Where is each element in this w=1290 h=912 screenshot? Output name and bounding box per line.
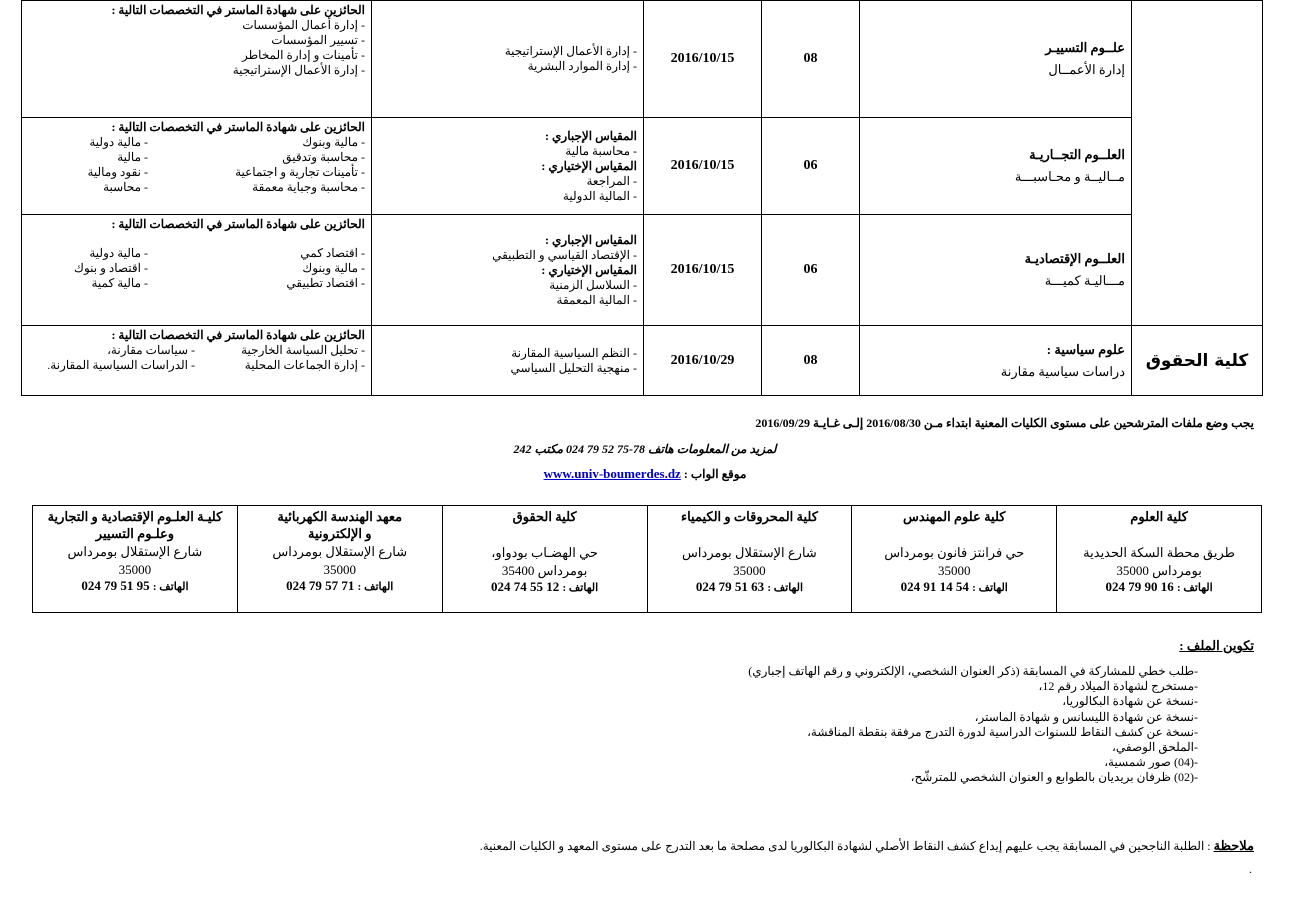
seats-cell: 08: [762, 1, 860, 118]
phone-line: الهاتف : 54 14 91 024: [900, 579, 1008, 594]
faculty-name: كليـة العلـوم الإقتصادية و التجارية: [47, 509, 223, 524]
address-cell: [33, 506, 238, 613]
website-link[interactable]: www.univ-boumerdes.dz: [543, 466, 681, 481]
subject-item: - المالية المعمقة: [556, 292, 637, 307]
faculty-cell-empty: [1132, 1, 1263, 326]
exam-date-cell: 2016/10/29: [644, 326, 762, 396]
subject-item: - منهجية التحليل السياسي: [510, 360, 637, 375]
eligible-item: - اقتصاد كمي: [300, 246, 365, 260]
faculty-name: كلية علوم المهندس: [903, 509, 1006, 524]
eligible-item: - سياسات مقارنة،: [107, 343, 195, 357]
subject-item: - الإقتصاد القياسي و التطبيقي: [492, 247, 637, 262]
address-cell: [1057, 506, 1262, 613]
phone-line: الهاتف : 12 55 74 024: [491, 579, 599, 594]
eligible-item: - إدارة الجماعات المحلية: [244, 358, 365, 372]
list-item: -طلب خطي للمشاركة في المسابقة (ذكر العنوان الشخصي، الإلكتروني و رقم الهاتف إجباري): [748, 664, 1198, 678]
note-paragraph: [480, 838, 1254, 854]
mandatory-label: المقياس الإجباري :: [545, 128, 637, 143]
eligible-item: - محاسبة وجباية معمقة: [252, 180, 365, 194]
table-row: [22, 326, 1263, 396]
eligible-item: - مالية وبنوك: [302, 135, 365, 149]
specialties-table: [21, 0, 1263, 396]
specialty-subtitle: دراسات سياسية مقارنة: [1000, 363, 1125, 379]
exam-date-cell: 2016/10/15: [644, 215, 762, 326]
faculty-name: كلية المحروقات و الكيمياء: [680, 509, 818, 524]
list-item: -نسخة عن شهادة البكالوريا،: [1062, 694, 1198, 709]
website-label: موقع الواب :: [683, 467, 747, 481]
address-cell: [647, 506, 852, 613]
eligible-item: - تسيير المؤسسات: [271, 33, 365, 47]
specialty-cell: [860, 326, 1132, 396]
eligible-title: الحائزين على شهادة الماستر في التخصصات التالية :: [111, 120, 365, 134]
subject-item: - المراجعة: [586, 173, 637, 188]
subjects-cell: [372, 118, 644, 215]
table-row: [22, 215, 1263, 326]
eligible-item: - تأمينات و إدارة المخاطر: [241, 48, 365, 62]
address-cell: [237, 506, 442, 613]
address-line: حي الهضـاب بودواو،: [491, 545, 598, 560]
eligible-cell: [22, 326, 372, 396]
address-line: شارع الإستقلال بومرداس: [682, 545, 817, 560]
address-line: حي فرانتز فانون بومرداس: [884, 545, 1025, 560]
faculty-name: كلية الحقوق: [512, 509, 577, 524]
address-line: 35000: [733, 563, 766, 578]
mandatory-label: المقياس الإجباري :: [545, 232, 637, 247]
subject-item: - محاسبة مالية: [565, 143, 637, 158]
table-row: [22, 1, 1263, 118]
eligible-item: - مالية كمية: [91, 276, 148, 290]
exam-date-cell: 2016/10/15: [644, 1, 762, 118]
address-line: 35000: [118, 562, 152, 577]
phone-line: الهاتف : 95 51 79 024: [81, 578, 189, 593]
note-label: ملاحظة: [1213, 838, 1254, 853]
subject-item: - السلاسل الزمنية: [549, 277, 637, 292]
seats-cell: 06: [762, 215, 860, 326]
eligible-title: الحائزين على شهادة الماستر في التخصصات التالية :: [111, 328, 365, 342]
note-text: : الطلبة الناجحين في المسابقة يجب عليهم إيداع كشف النقاط الأصلي لشهادة البكالوريا لدى مصلحة ما بعد التدرج على مستوى المعهد و الكليات المعنية.: [479, 839, 1211, 853]
addresses-table: [32, 505, 1262, 613]
list-item: -(02) ظرفان بريديان بالطوابع و العنوان الشخصي للمترشّح،: [910, 770, 1198, 785]
faculty-name: معهد الهندسة الكهربائية: [277, 509, 403, 524]
address-line: 35000: [323, 562, 357, 577]
specialty-title: العلــوم الإقتصاديـة: [1024, 251, 1125, 266]
subject-item: - إدارة الأعمال الإستراتيجية: [504, 44, 637, 58]
address-line: 35000: [938, 563, 971, 578]
eligible-item: - تحليل السياسة الخارجية: [241, 343, 365, 357]
eligible-cell: [22, 215, 372, 326]
eligible-cell: [22, 1, 372, 118]
file-composition-title: تكوين الملف :: [1179, 638, 1254, 653]
subject-item: - إدارة الموارد البشرية: [527, 59, 637, 73]
seats-cell: 08: [762, 326, 860, 396]
address-line: بومرداس 35000: [1116, 563, 1202, 578]
trailing-dot: .: [1249, 862, 1252, 876]
contact-text: لمزيد من المعلومات هاتف 78-75 52 79 024 مكتب 242: [513, 442, 777, 456]
file-composition-list: [748, 664, 1198, 786]
eligible-item: - مالية دولية: [89, 135, 148, 149]
list-item: -الملحق الوصفي،: [1112, 740, 1198, 755]
list-item: -نسخة عن شهادة الليسانس و شهادة الماستر،: [974, 709, 1198, 724]
specialty-subtitle: مــاليــة و محـاسبـــة: [1014, 169, 1125, 184]
phone-line: الهاتف : 71 57 79 024: [286, 578, 394, 593]
address-cell: [852, 506, 1057, 613]
eligible-item: - نقود ومالية: [87, 165, 148, 179]
specialty-title: العلــوم التجــاريـة: [1029, 147, 1125, 162]
address-line: طريق محطة السكة الحديدية: [1083, 545, 1236, 560]
specialty-cell: [860, 118, 1132, 215]
faculty-name-line2: وعلـوم التسيير: [95, 526, 175, 541]
exam-date-cell: 2016/10/15: [644, 118, 762, 215]
eligible-item: - إدارة أعمال المؤسسات: [242, 18, 365, 32]
eligible-item: - مالية: [117, 150, 148, 164]
seats-cell: 06: [762, 118, 860, 215]
subjects-cell: [372, 215, 644, 326]
specialty-subtitle: إدارة الأعمــال: [1048, 62, 1125, 77]
subjects-cell: [372, 326, 644, 396]
faculty-cell: كلية الحقوق: [1132, 326, 1263, 396]
eligible-title: الحائزين على شهادة الماستر في التخصصات التالية :: [111, 3, 365, 17]
subject-item: - المالية الدولية: [562, 188, 637, 203]
eligible-item: - اقتصاد و بنوك: [74, 261, 148, 275]
subjects-cell: [372, 1, 644, 118]
table-row: [22, 118, 1263, 215]
eligible-title: الحائزين على شهادة الماستر في التخصصات التالية :: [111, 217, 365, 231]
eligible-item: - تأمينات تجارية و اجتماعية: [235, 165, 365, 179]
eligible-cell: [22, 118, 372, 215]
eligible-item: - الدراسات السياسية المقارنة.: [47, 358, 195, 372]
eligible-item: - مالية دولية: [89, 246, 148, 260]
specialty-cell: [860, 1, 1132, 118]
specialty-title: علــوم التسييـر: [1045, 40, 1125, 55]
list-item: -(04) صور شمسية،: [1104, 755, 1198, 770]
specialty-subtitle: مـــاليـة كميـــة: [1044, 273, 1125, 288]
optional-label: المقياس الإختياري :: [541, 158, 637, 173]
subject-item: - النظم السياسية المقارنة: [511, 345, 637, 360]
address-line: بومرداس 35400: [501, 563, 588, 578]
eligible-item: - مالية وبنوك: [302, 261, 365, 275]
deadline-text: يجب وضع ملفات المترشحين على مستوى الكليات المعنية ابتداء مـن 2016/08/30 إلـى غـايـة 2016/09/29: [755, 416, 1254, 430]
eligible-item: - اقتصاد تطبيقي: [286, 276, 365, 290]
phone-line: الهاتف : 16 90 79 024: [1105, 579, 1213, 594]
specialty-title: علوم سياسية :: [1046, 341, 1125, 357]
eligible-item: - محاسبة: [103, 180, 148, 194]
faculty-name: كلية العلوم: [1130, 509, 1188, 524]
list-item: -مستخرج لشهادة الميلاد رقم 12،: [1038, 679, 1198, 694]
eligible-item: - إدارة الأعمال الإستراتيجية: [232, 63, 365, 77]
table-row: [33, 506, 1262, 613]
specialty-cell: [860, 215, 1132, 326]
address-line: شارع الإستقلال بومرداس: [272, 544, 408, 559]
website-line: [0, 466, 1290, 482]
address-cell: [442, 506, 647, 613]
faculty-name-line2: و الإلكترونية: [307, 526, 372, 541]
optional-label: المقياس الإختياري :: [541, 262, 637, 277]
address-line: شارع الإستقلال بومرداس: [67, 544, 203, 559]
eligible-item: - محاسبة وتدقيق: [282, 150, 365, 164]
list-item: -نسخة عن كشف النقاط للسنوات الدراسية لدورة التدرج مرفقة بنقطة المناقشة،: [807, 724, 1198, 739]
phone-line: الهاتف : 63 51 79 024: [695, 579, 804, 594]
